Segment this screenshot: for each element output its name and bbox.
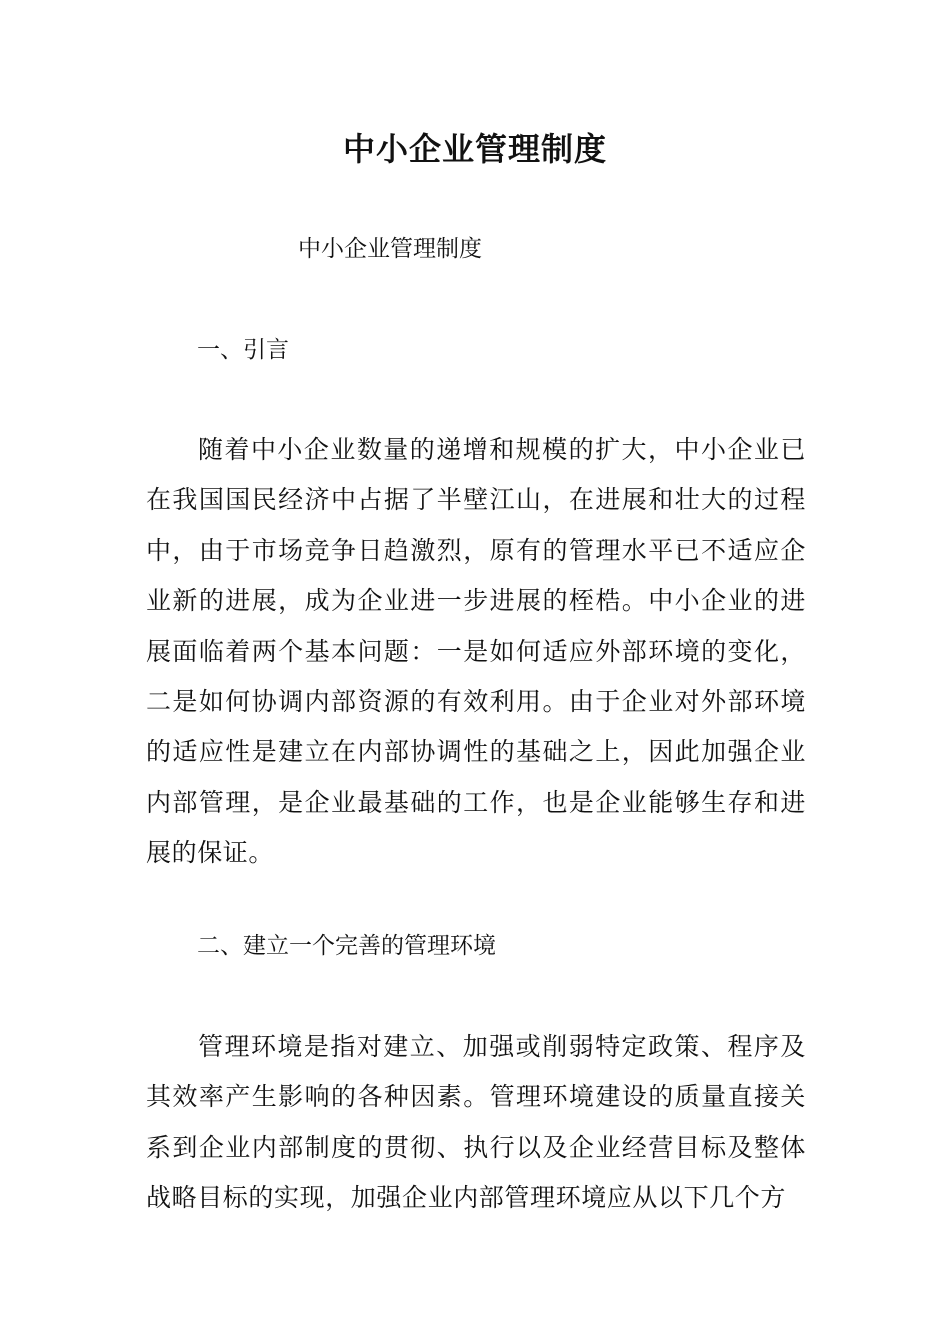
- document-subtitle: 中小企业管理制度: [298, 236, 482, 262]
- section-heading-introduction: 一、引言: [197, 337, 289, 363]
- section-heading-management-environment: 二、建立一个完善的管理环境: [197, 933, 496, 959]
- section-paragraph-management-environment: 管理环境是指对建立、加强或削弱特定政策、程序及其效率产生影响的各种因素。管理环境建设的质量直接关系到企业内部制度的贯彻、执行以及企业经营目标及整体战略目标的实现，加强企业内部管理环境应从以下几个方: [146, 1032, 806, 1213]
- section-paragraph-introduction: 随着中小企业数量的递增和规模的扩大，中小企业已在我国国民经济中占据了半壁江山，在进展和壮大的过程中，由于市场竞争日趋激烈，原有的管理水平已不适应企业新的进展，成为企业进一步进展的桎梏。中小企业的进展面临着两个基本问题：一是如何适应外部环境的变化，二是如何协调内部资源的有效利用。由于企业对外部环境的适应性是建立在内部协调性的基础之上，因此加强企业内部管理，是企业最基础的工作，也是企业能够生存和进展的保证。: [146, 435, 806, 868]
- document-title: 中小企业管理制度: [342, 130, 607, 168]
